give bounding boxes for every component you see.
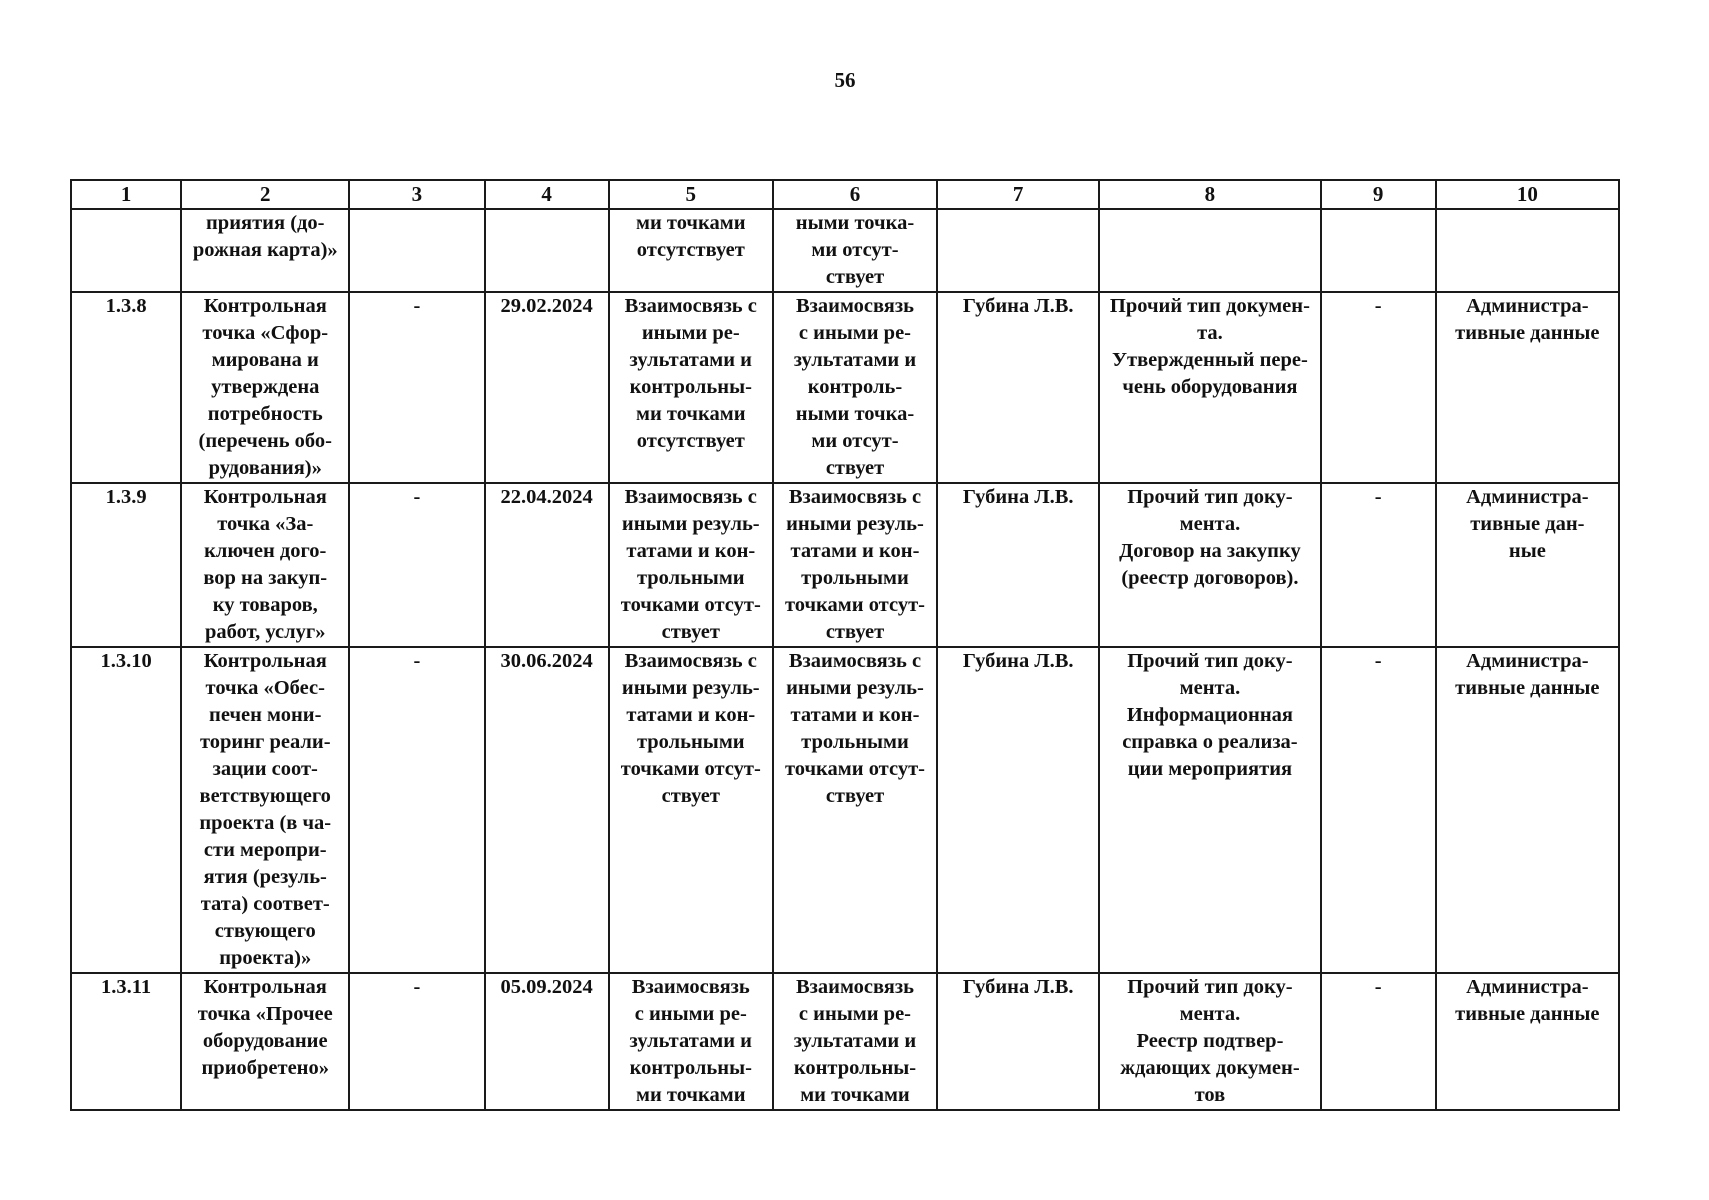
column-header-4: 4 bbox=[485, 180, 609, 209]
column-header-5: 5 bbox=[609, 180, 773, 209]
cell-name: приятия (до- рожная карта)» bbox=[181, 209, 349, 292]
cell-date: 30.06.2024 bbox=[485, 647, 609, 973]
cell-number: 1.3.8 bbox=[71, 292, 181, 483]
cell-col9: - bbox=[1321, 647, 1436, 973]
control-points-table bbox=[70, 179, 1620, 1111]
cell-number bbox=[71, 209, 181, 292]
cell-col3 bbox=[349, 209, 484, 292]
cell-name: Контрольная точка «Прочее оборудование приобретено» bbox=[181, 973, 349, 1110]
cell-responsible: Губина Л.В. bbox=[937, 647, 1099, 973]
cell-document: Прочий тип доку- мента. Договор на закупку (реестр договоров). bbox=[1099, 483, 1320, 647]
column-header-1: 1 bbox=[71, 180, 181, 209]
cell-responsible: Губина Л.В. bbox=[937, 483, 1099, 647]
cell-col6: Взаимосвязь с иными ре- зультатами и контрольны- ми точками bbox=[773, 973, 937, 1110]
cell-col9: - bbox=[1321, 483, 1436, 647]
table-row bbox=[71, 292, 1619, 483]
page-number: 56 bbox=[834, 68, 856, 92]
cell-document bbox=[1099, 209, 1320, 292]
cell-col5: Взаимосвязь с иными резуль- татами и кон- трольными точками отсут- ствует bbox=[609, 483, 773, 647]
cell-source: Администра- тивные данные bbox=[1436, 973, 1619, 1110]
cell-document: Прочий тип доку- мента. Реестр подтвер- ждающих докумен- тов bbox=[1099, 973, 1320, 1110]
cell-col6: ными точка- ми отсут- ствует bbox=[773, 209, 937, 292]
cell-name: Контрольная точка «Обес- печен мони- торинг реали- зации соот- ветствующего проекта (в ча- сти меропри- ятия (резуль- тата) соответ- ствующего проекта)» bbox=[181, 647, 349, 973]
cell-col3: - bbox=[349, 647, 484, 973]
column-header-6: 6 bbox=[773, 180, 937, 209]
cell-col3: - bbox=[349, 973, 484, 1110]
cell-responsible: Губина Л.В. bbox=[937, 973, 1099, 1110]
cell-date bbox=[485, 209, 609, 292]
table-row bbox=[71, 973, 1619, 1110]
cell-col5: Взаимосвязь с иными ре- зультатами и контрольны- ми точками bbox=[609, 973, 773, 1110]
cell-col6: Взаимосвязь с иными ре- зультатами и контроль- ными точка- ми отсут- ствует bbox=[773, 292, 937, 483]
cell-col9 bbox=[1321, 209, 1436, 292]
cell-number: 1.3.11 bbox=[71, 973, 181, 1110]
column-header-8: 8 bbox=[1099, 180, 1320, 209]
cell-source: Администра- тивные данные bbox=[1436, 647, 1619, 973]
cell-col9: - bbox=[1321, 292, 1436, 483]
column-header-7: 7 bbox=[937, 180, 1099, 209]
column-header-2: 2 bbox=[181, 180, 349, 209]
cell-col5: Взаимосвязь с иными ре- зультатами и контрольны- ми точками отсутствует bbox=[609, 292, 773, 483]
column-header-3: 3 bbox=[349, 180, 484, 209]
cell-col5: ми точками отсутствует bbox=[609, 209, 773, 292]
cell-date: 05.09.2024 bbox=[485, 973, 609, 1110]
cell-col9: - bbox=[1321, 973, 1436, 1110]
cell-date: 29.02.2024 bbox=[485, 292, 609, 483]
cell-col6: Взаимосвязь с иными резуль- татами и кон- трольными точками отсут- ствует bbox=[773, 647, 937, 973]
column-header-10: 10 bbox=[1436, 180, 1619, 209]
cell-col3: - bbox=[349, 483, 484, 647]
cell-source: Администра- тивные данные bbox=[1436, 292, 1619, 483]
cell-name: Контрольная точка «Сфор- мирована и утверждена потребность (перечень обо- рудования)» bbox=[181, 292, 349, 483]
table-row bbox=[71, 209, 1619, 292]
cell-responsible: Губина Л.В. bbox=[937, 292, 1099, 483]
table-row bbox=[71, 483, 1619, 647]
cell-responsible bbox=[937, 209, 1099, 292]
cell-number: 1.3.9 bbox=[71, 483, 181, 647]
cell-source: Администра- тивные дан- ные bbox=[1436, 483, 1619, 647]
cell-date: 22.04.2024 bbox=[485, 483, 609, 647]
cell-col6: Взаимосвязь с иными резуль- татами и кон- трольными точками отсут- ствует bbox=[773, 483, 937, 647]
cell-source bbox=[1436, 209, 1619, 292]
cell-number: 1.3.10 bbox=[71, 647, 181, 973]
cell-document: Прочий тип докумен- та. Утвержденный пере- чень оборудования bbox=[1099, 292, 1320, 483]
cell-col5: Взаимосвязь с иными резуль- татами и кон- трольными точками отсут- ствует bbox=[609, 647, 773, 973]
cell-name: Контрольная точка «За- ключен дого- вор на закуп- ку товаров, работ, услуг» bbox=[181, 483, 349, 647]
cell-col3: - bbox=[349, 292, 484, 483]
table-row bbox=[71, 647, 1619, 973]
column-header-9: 9 bbox=[1321, 180, 1436, 209]
table-header-row bbox=[71, 180, 1619, 209]
cell-document: Прочий тип доку- мента. Информационная справка о реализа- ции мероприятия bbox=[1099, 647, 1320, 973]
